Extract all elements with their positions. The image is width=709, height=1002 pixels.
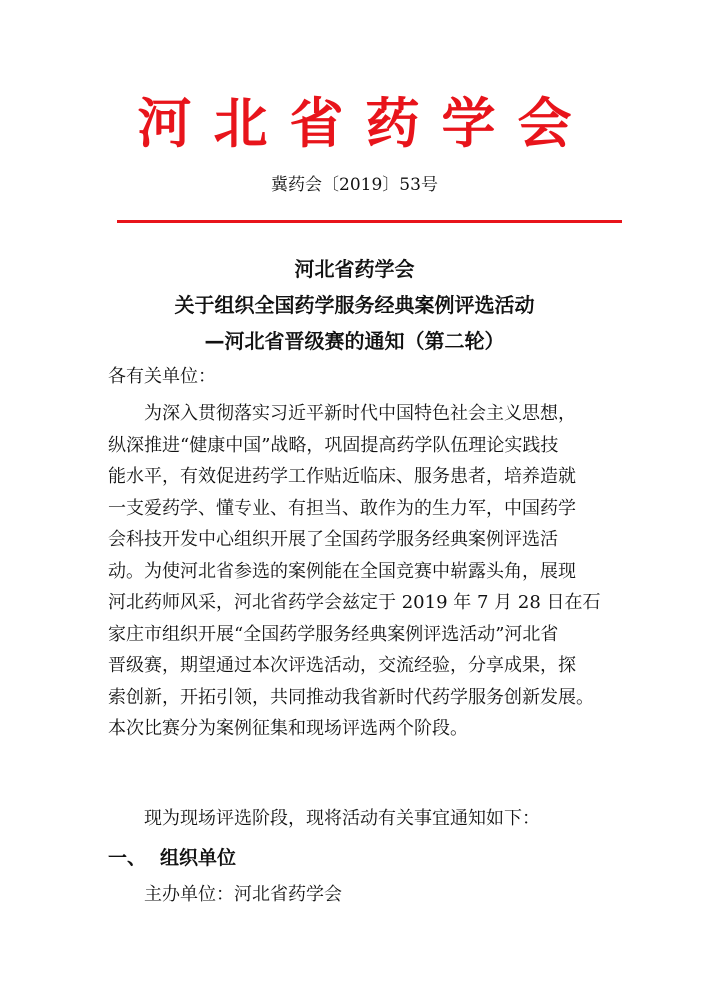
title-line-2: 关于组织全国药学服务经典案例评选活动 [174, 293, 535, 317]
title-line-1: 河北省药学会 [294, 257, 415, 281]
salutation: 各有关单位： [108, 366, 216, 387]
body-paragraph [108, 398, 608, 745]
section-heading [108, 845, 236, 871]
section-title: 组织单位 [160, 847, 237, 869]
title-line-3: —河北省晋级赛的通知（第二轮） [204, 329, 505, 353]
body-line: 动。为使河北省参选的案例能在全国竞赛中崭露头角，展现 [108, 560, 576, 582]
body-line: 家庄市组织开展“全国药学服务经典案例评选活动”河北省 [108, 623, 559, 645]
body-line: 能水平，有效促进药学工作贴近临床、服务患者，培养造就 [108, 466, 576, 487]
notice-title [0, 251, 709, 359]
body-line: 纵深推进“健康中国”战略，巩固提高药学队伍理论实践技 [108, 434, 559, 456]
section-number: 一、 [108, 847, 147, 869]
organization-header: 河北省药学会 [137, 91, 594, 155]
organizer-line: 主办单位：河北省药学会 [144, 884, 342, 905]
body-line: 一支爱药学、懂专业、有担当、敢作为的生力军，中国药学 [108, 497, 576, 519]
red-divider-line [117, 220, 622, 223]
notice-intro: 现为现场评选阶段，现将活动有关事宜通知如下： [144, 808, 540, 829]
body-line: 会科技开发中心组织开展了全国药学服务经典案例评选活 [108, 529, 558, 550]
body-line: 索创新，开拓引领，共同推动我省新时代药学服务创新发展。 [108, 686, 594, 708]
body-line: 本次比赛分为案例征集和现场评选两个阶段。 [108, 718, 468, 739]
document-number: 冀药会〔2019〕53号 [271, 175, 438, 195]
body-line: 晋级赛，期望通过本次评选活动，交流经验，分享成果，探 [108, 655, 576, 676]
body-line: 河北药师风采，河北省药学会兹定于 2019 年 7 月 28 日在石 [108, 592, 601, 613]
body-line: 为深入贯彻落实习近平新时代中国特色社会主义思想， [144, 403, 576, 424]
